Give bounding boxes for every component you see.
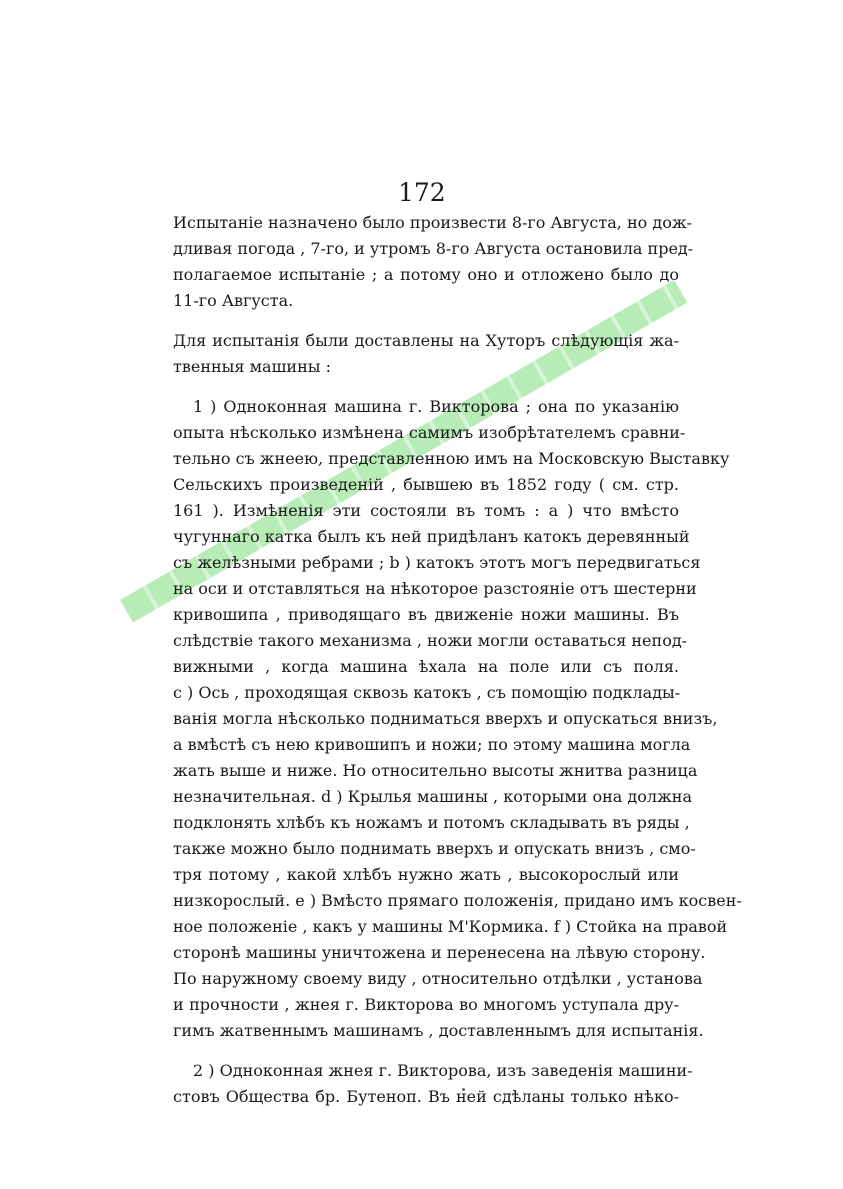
text-line: твенныя машины : — [173, 357, 331, 376]
text-line: на оси и отставляться на нѣкоторое разстояніе отъ шестерни — [173, 579, 697, 598]
paragraph — [173, 394, 742, 1044]
text-line: 11-го Августа. — [173, 291, 294, 310]
paragraph — [173, 328, 679, 380]
text-line: 1 ) Одноконная машина г. Викторова ; она по указанію — [193, 397, 679, 416]
text-line: стовъ Общества бр. Бутеноп. Въ ней сдѣланы только нѣко- — [173, 1087, 679, 1106]
text-line: съ желѣзными ребрами ; b ) катокъ этотъ могъ передвигаться — [173, 553, 701, 572]
text-line: Сельскихъ произведеній , бывшею въ 1852 году ( см. стр. — [173, 475, 679, 494]
text-line: Для испытанія были доставлены на Хуторъ слѣдующія жа- — [173, 331, 679, 350]
text-line: дливая погода , 7-го, и утромъ 8-го Августа остановила пред- — [173, 239, 694, 258]
text-line: ванія могла нѣсколько подниматься вверхъ и опускаться внизъ, — [173, 709, 718, 728]
paragraph — [173, 210, 694, 314]
text-line: тельно съ жнеею, представленною имъ на Московскую Выставку — [173, 449, 730, 468]
text-line: c ) Ось , проходящая сквозь катокъ , съ помощію подклады- — [173, 683, 681, 702]
text-line: опыта нѣсколько измѣнена самимъ изобрѣтателемъ сравни- — [173, 423, 686, 442]
text-line: Испытаніе назначено было произвести 8-го Августа, но дож- — [173, 213, 692, 232]
text-line: также можно было поднимать вверхъ и опускать внизъ , смо- — [173, 839, 696, 858]
text-line: кривошипа , приводящаго въ движеніе ножи машины. Въ — [173, 605, 679, 624]
text-line: подклонять хлѣбъ къ ножамъ и потомъ складывать въ ряды , — [173, 813, 690, 832]
text-line: слѣдствіе такого механизма , ножи могли оставаться непод- — [173, 631, 688, 650]
text-line: сторонѣ машины уничтожена и перенесена на лѣвую сторону. — [173, 943, 706, 962]
text-line: ное положеніе , какъ у машины М'Кормика. f ) Стойка на правой — [173, 917, 728, 936]
paragraph — [173, 1058, 693, 1110]
page-number: 172 — [398, 178, 446, 207]
body-text — [173, 210, 742, 1110]
text-line: и прочности , жнея г. Викторова во многомъ уступала дру- — [173, 995, 679, 1014]
text-line: гимъ жатвеннымъ машинамъ , доставленнымъ для испытанія. — [173, 1021, 704, 1040]
text-line: низкорослый. e ) Вмѣсто прямаго положенія, придано имъ косвен- — [173, 891, 742, 910]
text-line: вижными , когда машина ѣхала на поле или съ поля. — [173, 657, 679, 676]
text-line: 2 ) Одноконная жнея г. Викторова, изъ заведенія машини- — [193, 1061, 693, 1080]
text-line: По наружному своему виду , относительно отдѣлки , установа — [173, 969, 703, 988]
text-line: тря потому , какой хлѣбъ нужно жать , высокорослый или — [173, 865, 679, 884]
text-line: а вмѣстѣ съ нею кривошипъ и ножи; по этому машина могла — [173, 735, 691, 754]
text-line: незначительная. d ) Крылья машины , которыми она должна — [173, 787, 692, 806]
text-line: 161 ). Измѣненія эти состояли въ томъ : a ) что вмѣсто — [173, 501, 679, 520]
text-line: полагаемое испытаніе ; а потому оно и отложено было до — [173, 265, 679, 284]
text-line: чугуннаго катка былъ къ ней придѣланъ катокъ деревянный — [173, 527, 690, 546]
text-line: жать выше и ниже. Но относительно высоты жнитва разница — [173, 761, 698, 780]
